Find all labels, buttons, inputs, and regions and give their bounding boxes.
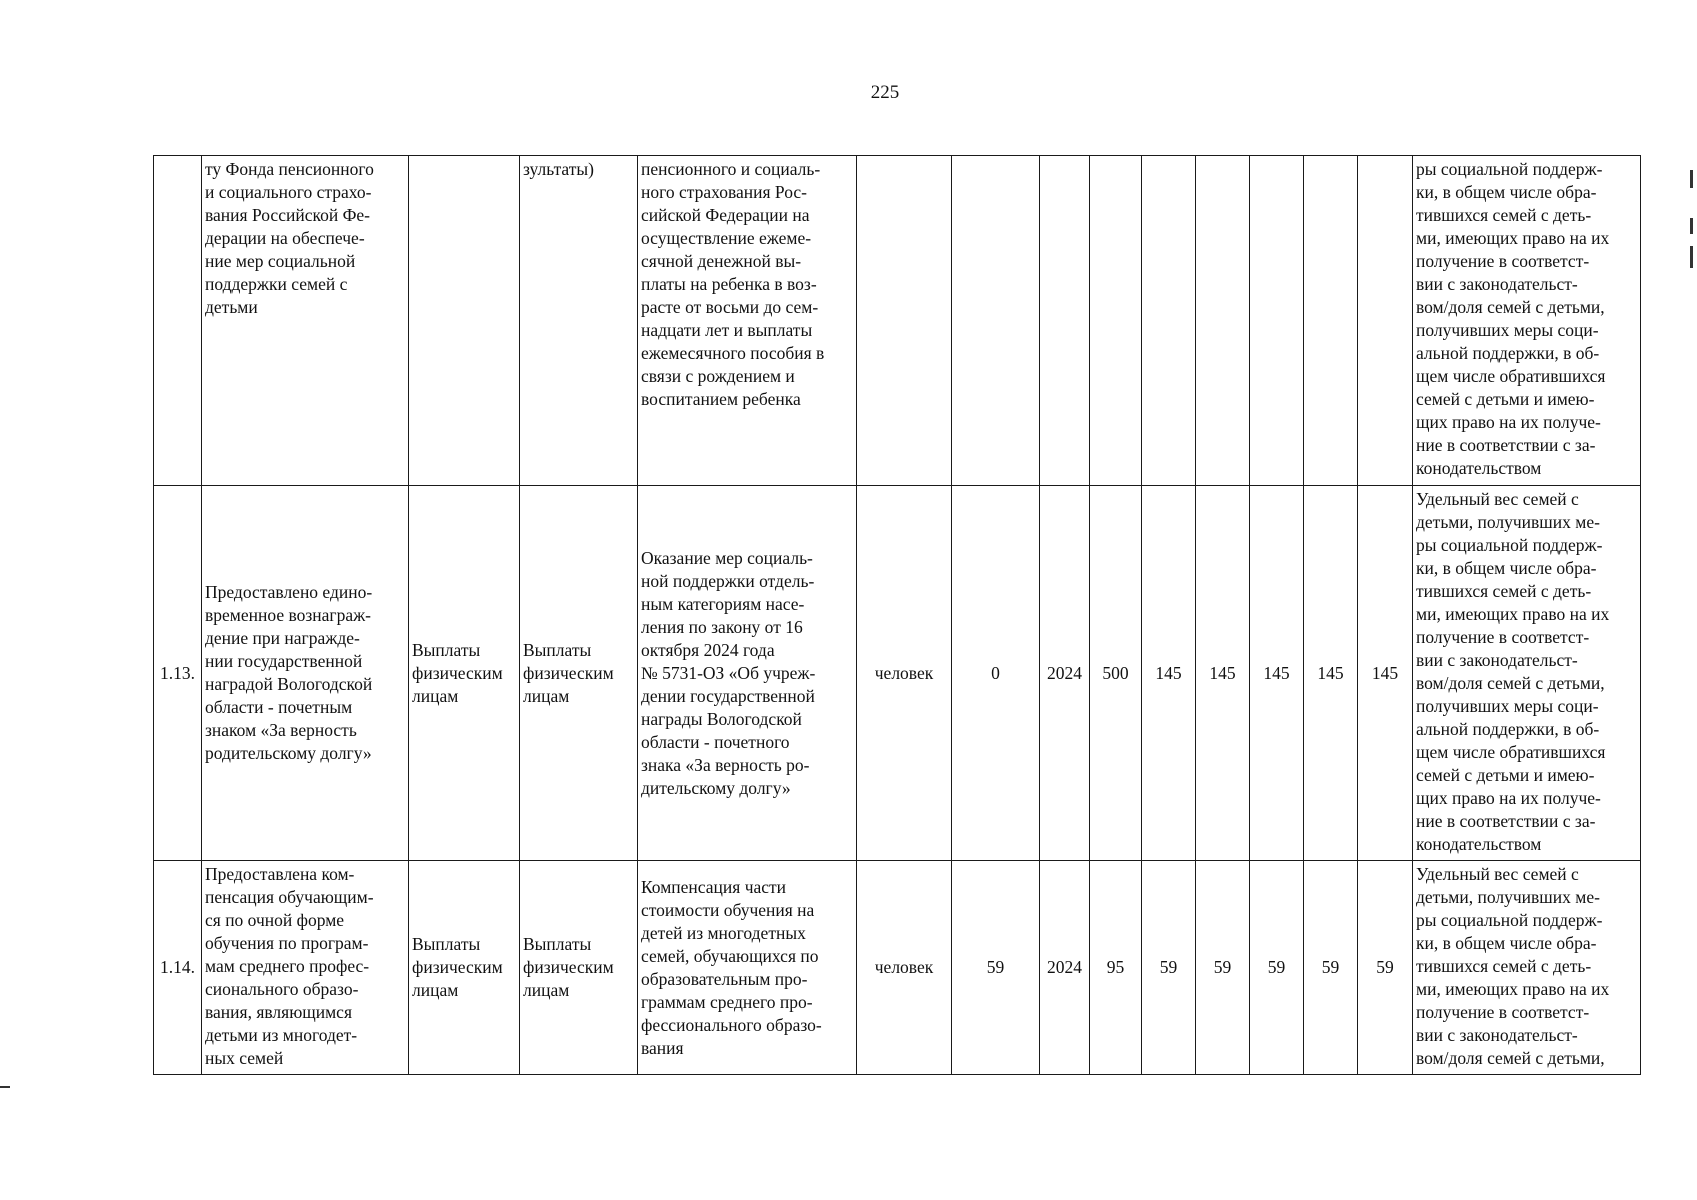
- type2-text: Выплаты физическим лицам: [523, 639, 614, 706]
- indicator-text: ры социальной поддерж- ки, в общем числе обра- тившихся семей с деть- ми, имеющих право на их получение в соответст- вии с законодательст- вом/доля семей с детьми, получивших меры соци- альной поддержки, в об- щем числе обратившихся семей с детьми и имею- щих право на их получе- ние в соответствии с за- конодательством: [1416, 159, 1610, 478]
- table-row: [154, 156, 1641, 486]
- type1-cell: [409, 156, 520, 486]
- base-year-cell: 2024: [1040, 486, 1090, 861]
- result-cell: [202, 861, 409, 1075]
- value-cell: [1090, 156, 1142, 486]
- value-cell: 59: [1142, 861, 1196, 1075]
- table-row: [154, 486, 1641, 861]
- value-cell: 145: [1142, 486, 1196, 861]
- description-text: Компенсация части стоимости обучения на детей из многодетных семей, обучающихся по образовательным про- граммам среднего про- фессионального образо- вания: [641, 876, 822, 1058]
- value-cell: 500: [1090, 486, 1142, 861]
- row-number: 1.13.: [154, 486, 202, 861]
- result-text: ту Фонда пенсионного и социального страхо- вания Российской Фе- дерации на обеспече- ние мер социальной поддержки семей с детьми: [205, 159, 374, 317]
- result-text: Предоставлено едино- временное вознаграж- дение при награжде- нии государственной наградой Вологодской области - почетным знаком «За верность родительскому долгу»: [205, 582, 373, 763]
- description-text: пенсионного и социаль- ного страхования Рос- сийской Федерации на осуществление ежеме- сячной денежной вы- платы на ребенка в воз- расте от восьми до сем- надцати лет и выплаты ежемесячного пособия в связи с рождением и воспитанием ребенка: [641, 159, 825, 409]
- indicator-cell: [1413, 486, 1641, 861]
- type2-text: зультаты): [523, 159, 594, 179]
- indicator-cell: [1413, 861, 1641, 1075]
- description-cell: [638, 861, 857, 1075]
- unit-cell: человек: [857, 486, 952, 861]
- type1-text: Выплаты физическим лицам: [412, 934, 503, 1000]
- base-value-cell: 59: [952, 861, 1040, 1075]
- type2-cell: [520, 156, 638, 486]
- type1-cell: [409, 861, 520, 1075]
- row-number: [154, 156, 202, 486]
- indicator-text: Удельный вес семей с детьми, получивших ме- ры социальной поддерж- ки, в общем числе обра- тившихся семей с деть- ми, имеющих право на их получение в соответст- вии с законодательст- вом/доля семей с детьми,: [1416, 864, 1610, 1068]
- description-cell: [638, 486, 857, 861]
- result-cell: [202, 486, 409, 861]
- value-cell: 145: [1358, 486, 1413, 861]
- value-cell: 59: [1304, 861, 1358, 1075]
- value-cell: 59: [1196, 861, 1250, 1075]
- scan-edge-mark: [1690, 218, 1693, 234]
- value-cell: [1196, 156, 1250, 486]
- result-cell: [202, 156, 409, 486]
- value-cell: [1358, 156, 1413, 486]
- scan-edge-mark: [0, 1086, 10, 1088]
- scan-edge-mark: [1690, 170, 1693, 188]
- value-cell: 95: [1090, 861, 1142, 1075]
- value-cell: [1250, 156, 1304, 486]
- unit-cell: человек: [857, 861, 952, 1075]
- base-year-cell: [1040, 156, 1090, 486]
- results-table: [153, 155, 1641, 1075]
- unit-cell: [857, 156, 952, 486]
- type1-cell: [409, 486, 520, 861]
- description-cell: [638, 156, 857, 486]
- row-number: 1.14.: [154, 861, 202, 1075]
- scan-edge-mark: [1690, 246, 1693, 268]
- indicator-text: Удельный вес семей с детьми, получивших ме- ры социальной поддерж- ки, в общем числе обра- тившихся семей с деть- ми, имеющих право на их получение в соответст- вии с законодательст- вом/доля семей с детьми, получивших меры соци- альной поддержки, в об- щем числе обратившихся семей с детьми и имею- щих право на их получе- ние в соответствии с за- конодательством: [1416, 489, 1610, 854]
- type2-text: Выплаты физическим лицам: [523, 934, 614, 1000]
- base-year-cell: 2024: [1040, 861, 1090, 1075]
- value-cell: 59: [1250, 861, 1304, 1075]
- base-value-cell: 0: [952, 486, 1040, 861]
- type1-text: Выплаты физическим лицам: [412, 639, 503, 706]
- type2-cell: [520, 486, 638, 861]
- value-cell: [1304, 156, 1358, 486]
- page-number: 225: [870, 82, 900, 103]
- indicator-cell: [1413, 156, 1641, 486]
- description-text: Оказание мер социаль- ной поддержки отдель- ным категориям насе- ления по закону от 16 октября 2024 года № 5731-ОЗ «Об учреж- дении государственной награды Вологодской области - почетного знака «За верность ро- дительскому долгу»: [641, 547, 816, 798]
- value-cell: 145: [1250, 486, 1304, 861]
- table-row: [154, 861, 1641, 1075]
- result-text: Предоставлена ком- пенсация обучающим- ся по очной форме обучения по програм- мам среднего профес- сионального образо- вания, являющимся детьми из многодет- ных семей: [205, 864, 374, 1068]
- value-cell: 59: [1358, 861, 1413, 1075]
- value-cell: 145: [1196, 486, 1250, 861]
- value-cell: 145: [1304, 486, 1358, 861]
- value-cell: [1142, 156, 1196, 486]
- type2-cell: [520, 861, 638, 1075]
- base-value-cell: [952, 156, 1040, 486]
